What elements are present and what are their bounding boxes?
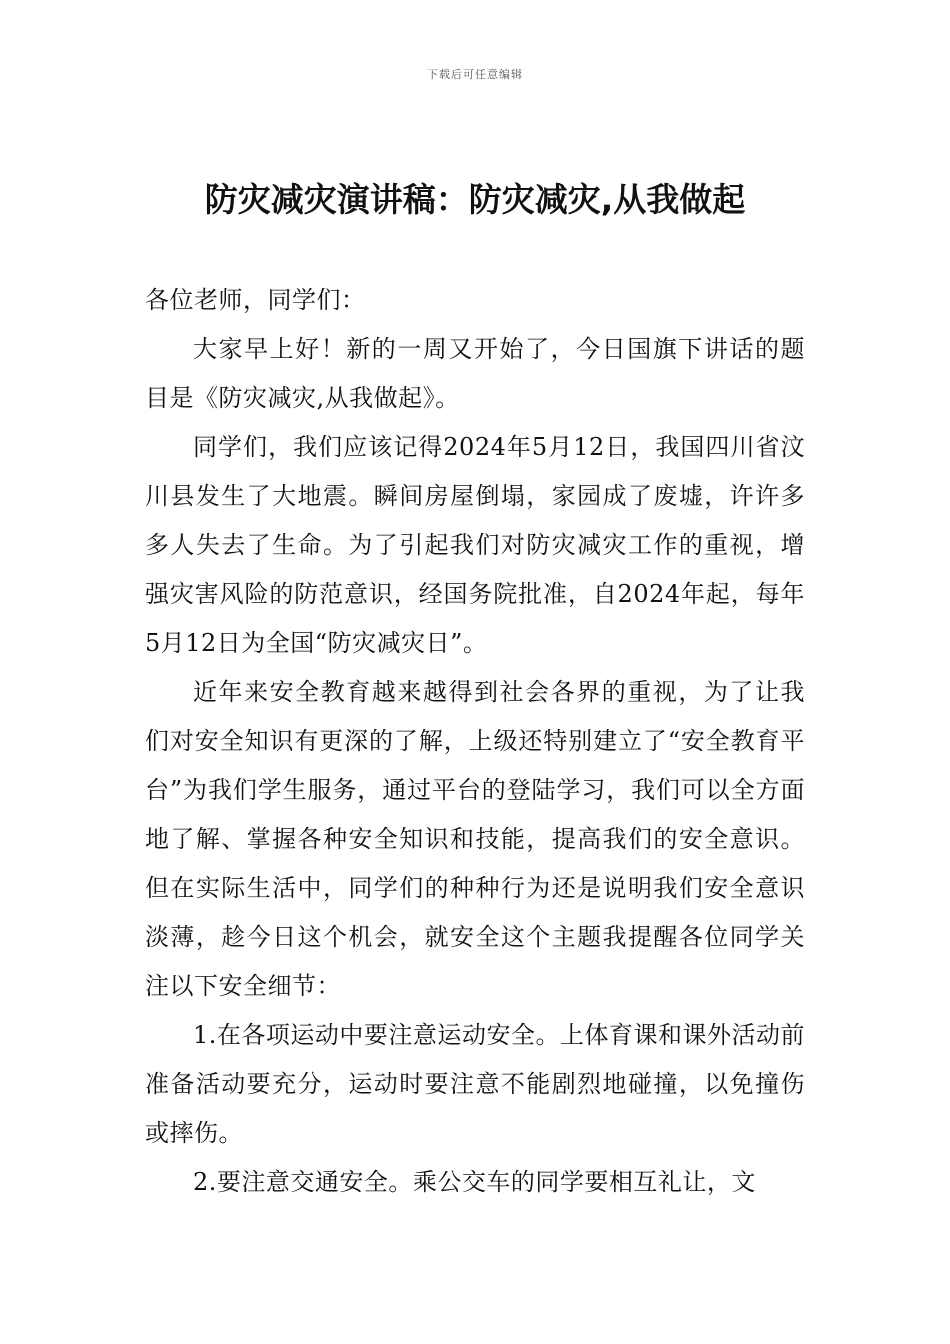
paragraph-3: 近年来安全教育越来越得到社会各界的重视，为了让我们对安全知识有更深的了解，上级还特别建立了“安全教育平台”为我们学生服务，通过平台的登陆学习，我们可以全方面地了解、掌握各种安全知识和技能，提高我们的安全意识。但在实际生活中，同学们的种种行为还是说明我们安全意识淡薄，趁今日这个机会，就安全这个主题我提醒各位同学关注以下安全细节： [145,678,805,1000]
header-note: 下载后可任意编辑 [427,68,523,81]
paragraph-5: 2.要注意交通安全。乘公交车的同学要相互礼让，文 [193,1168,756,1196]
page-title: 防灾减灾演讲稿：防灾减灾,从我做起 [204,180,746,219]
paragraph-4: 1.在各项运动中要注意运动安全。上体育课和课外活动前准备活动要充分，运动时要注意不能剧烈地碰撞，以免撞伤或摔伤。 [145,1021,805,1147]
paragraph-1: 大家早上好！新的一周又开始了，今日国旗下讲话的题目是《防灾减灾,从我做起》。 [145,335,805,412]
document-body [145,276,805,1207]
greeting-line: 各位老师，同学们： [145,286,366,314]
paragraph-2: 同学们，我们应该记得2024年5月12日，我国四川省汶川县发生了大地震。瞬间房屋倒塌，家园成了废墟，许许多多人失去了生命。为了引起我们对防灾减灾工作的重视，增强灾害风险的防范意识，经国务院批准，自2024年起，每年5月12日为全国“防灾减灾日”。 [145,433,805,657]
